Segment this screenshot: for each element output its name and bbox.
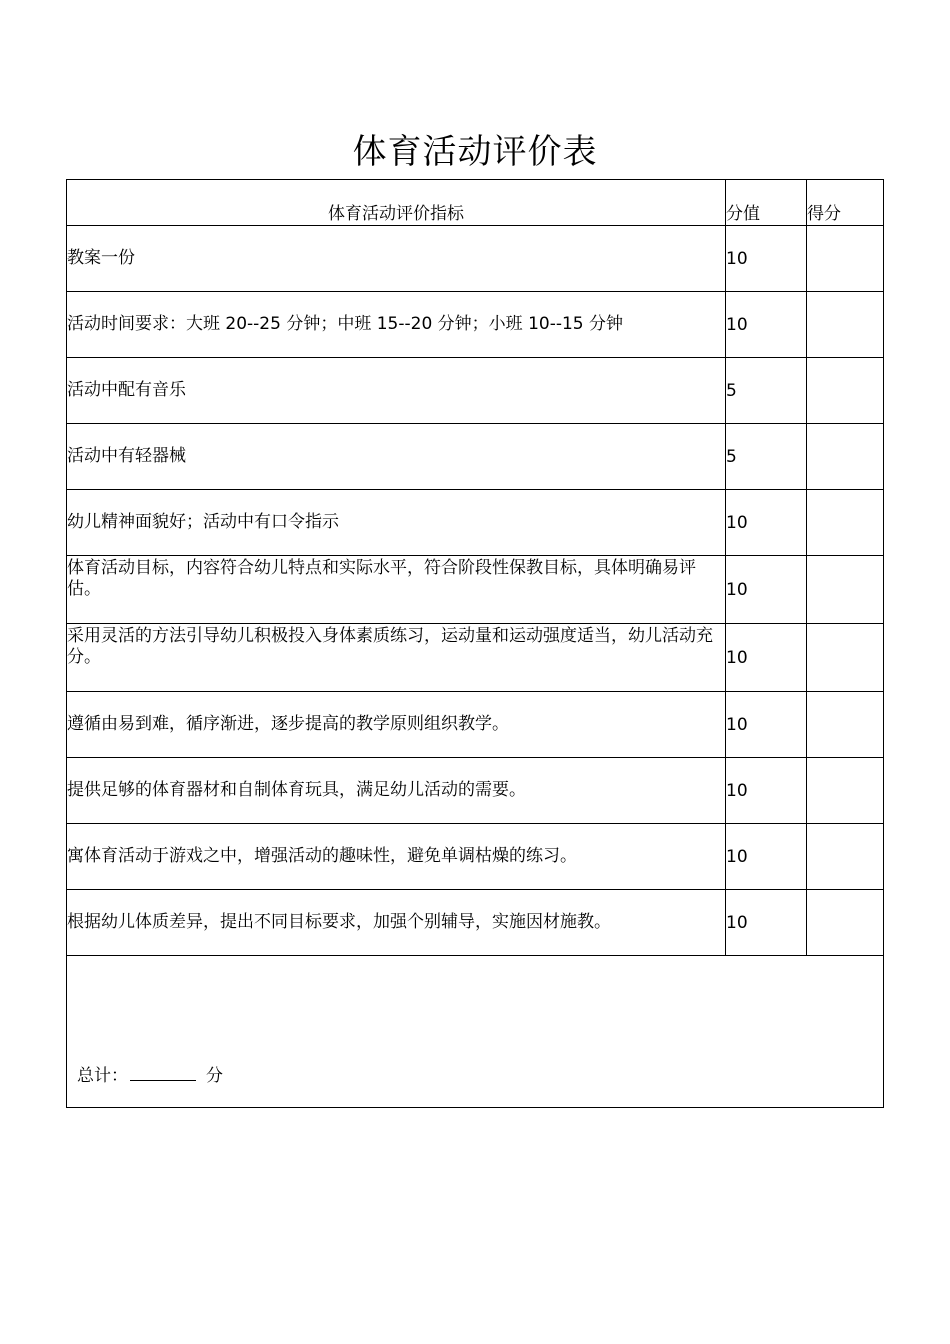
obtained-score-field[interactable] [807, 556, 884, 624]
table-row [67, 226, 884, 292]
score-cell: 10 [726, 692, 807, 758]
evaluation-table [66, 179, 884, 1108]
score-cell: 10 [726, 890, 807, 956]
score-cell: 10 [726, 556, 807, 624]
obtained-score-field[interactable] [807, 758, 884, 824]
obtained-score-field[interactable] [807, 358, 884, 424]
table-row [67, 424, 884, 490]
criterion-cell: 体育活动目标，内容符合幼儿特点和实际水平，符合阶段性保教目标，具体明确易评估。 [67, 556, 726, 624]
table-row [67, 758, 884, 824]
obtained-score-field[interactable] [807, 824, 884, 890]
obtained-score-field[interactable] [807, 624, 884, 692]
table-row [67, 624, 884, 692]
table-row [67, 824, 884, 890]
table-row [67, 556, 884, 624]
score-cell: 10 [726, 490, 807, 556]
score-cell: 5 [726, 424, 807, 490]
criterion-cell: 活动中有轻器械 [67, 424, 726, 490]
criterion-cell: 采用灵活的方法引导幼儿积极投入身体素质练习，运动量和运动强度适当，幼儿活动充分。 [67, 624, 726, 692]
score-cell: 10 [726, 824, 807, 890]
table-row [67, 358, 884, 424]
header-indicator: 体育活动评价指标 [67, 180, 726, 226]
criterion-cell: 提供足够的体育器材和自制体育玩具，满足幼儿活动的需要。 [67, 758, 726, 824]
score-cell: 10 [726, 226, 807, 292]
total-label: 总计： [77, 1066, 128, 1086]
obtained-score-field[interactable] [807, 890, 884, 956]
obtained-score-field[interactable] [807, 692, 884, 758]
header-obtained: 得分 [807, 180, 884, 226]
score-cell: 5 [726, 358, 807, 424]
header-score: 分值 [726, 180, 807, 226]
criterion-cell: 教案一份 [67, 226, 726, 292]
criterion-cell: 根据幼儿体质差异，提出不同目标要求，加强个别辅导，实施因材施教。 [67, 890, 726, 956]
score-cell: 10 [726, 624, 807, 692]
table-row [67, 292, 884, 358]
criterion-cell: 活动时间要求：大班 20--25 分钟；中班 15--20 分钟；小班 10--15 分钟 [67, 292, 726, 358]
table-header-row [67, 180, 884, 226]
obtained-score-field[interactable] [807, 226, 884, 292]
obtained-score-field[interactable] [807, 490, 884, 556]
criterion-cell: 寓体育活动于游戏之中，增强活动的趣味性，避免单调枯燥的练习。 [67, 824, 726, 890]
table-row [67, 490, 884, 556]
total-row [67, 956, 884, 1108]
criterion-cell: 活动中配有音乐 [67, 358, 726, 424]
criterion-cell: 遵循由易到难，循序渐进，逐步提高的教学原则组织教学。 [67, 692, 726, 758]
score-cell: 10 [726, 292, 807, 358]
total-blank-field[interactable] [130, 1064, 196, 1081]
page-title: 体育活动评价表 [352, 132, 598, 172]
total-line [77, 1066, 223, 1086]
obtained-score-field[interactable] [807, 424, 884, 490]
criterion-cell: 幼儿精神面貌好；活动中有口令指示 [67, 490, 726, 556]
obtained-score-field[interactable] [807, 292, 884, 358]
table-row [67, 890, 884, 956]
total-cell [67, 956, 884, 1108]
total-unit: 分 [206, 1066, 223, 1086]
score-cell: 10 [726, 758, 807, 824]
table-row [67, 692, 884, 758]
